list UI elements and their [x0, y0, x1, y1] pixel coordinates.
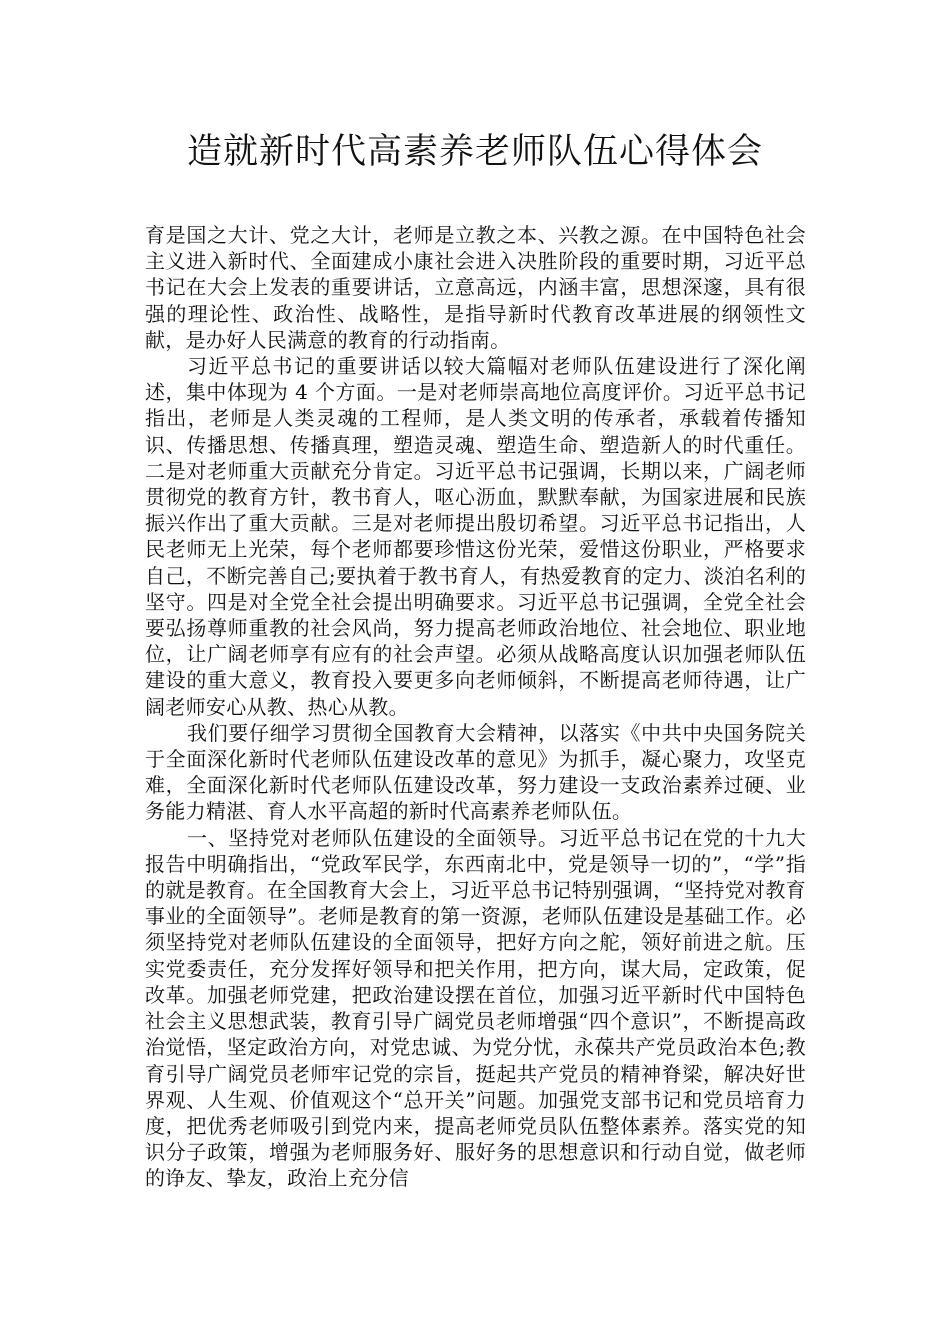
document-body — [145, 222, 806, 1192]
paragraph-2: 习近平总书记的重要讲话以较大篇幅对老师队伍建设进行了深化阐述，集中体现为 4 个方面。一是对老师崇高地位高度评价。习近平总书记指出，老师是人类灵魂的工程师，是人类文明的传承者，承载着传播知识、传播思想、传播真理，塑造灵魂、塑造生命、塑造新人的时代重任。二是对老师重大贡献充分肯定。习近平总书记强调，长期以来，广阔老师贯彻党的教育方针，教书育人，呕心沥血，默默奉献，为国家进展和民族振兴作出了重大贡献。三是对老师提出殷切希望。习近平总书记指出，人民老师无上光荣，每个老师都要珍惜这份光荣，爱惜这份职业，严格要求自己，不断完善自己;要执着于教书育人，有热爱教育的定力、淡泊名利的坚守。四是对全党全社会提出明确要求。习近平总书记强调，全党全社会要弘扬尊师重教的社会风尚，努力提高老师政治地位、社会地位、职业地位，让广阔老师享有应有的社会声望。必须从战略高度认识加强老师队伍建设的重大意义，教育投入要更多向老师倾斜，不断提高老师待遇，让广阔老师安心从教、热心从教。 — [145, 354, 806, 719]
paragraph-3: 我们要仔细学习贯彻全国教育大会精神，以落实《中共中央国务院关于全面深化新时代老师队伍建设改革的意见》为抓手，凝心聚力，攻坚克难，全面深化新时代老师队伍建设改革，努力建设一支政治素养过硬、业务能力精湛、育人水平高超的新时代高素养老师队伍。 — [145, 720, 806, 824]
document-title: 造就新时代高素养老师队伍心得体会 — [186, 132, 763, 172]
paragraph-1: 育是国之大计、党之大计，老师是立教之本、兴教之源。在中国特色社会主义进入新时代、全面建成小康社会进入决胜阶段的重要时期，习近平总书记在大会上发表的重要讲话，立意高远，内涵丰富，思想深邃，具有很强的理论性、政治性、战略性，是指导新时代教育改革进展的纲领性文献，是办好人民满意的教育的行动指南。 — [145, 223, 806, 352]
paragraph-4: 一、坚持党对老师队伍建设的全面领导。习近平总书记在党的十九大报告中明确指出，“党政军民学，东西南北中，党是领导一切的”，“学”指的就是教育。在全国教育大会上，习近平总书记特别强调，“坚持党对教育事业的全面领导”。老师是教育的第一资源，老师队伍建设是基础工作。必须坚持党对老师队伍建设的全面领导，把好方向之舵，领好前进之航。压实党委责任，充分发挥好领导和把关作用，把方向，谋大局，定政策，促改革。加强老师党建，把政治建设摆在首位，加强习近平新时代中国特色社会主义思想武装，教育引导广阔党员老师增强“四个意识”，不断提高政治觉悟，坚定政治方向，对党忠诚、为党分忧，永葆共产党员政治本色;教育引导广阔党员老师牢记党的宗旨，挺起共产党员的精神脊梁，解决好世界观、人生观、价值观这个“总开关”问题。加强党支部书记和党员培育力度，把优秀老师吸引到党内来，提高老师党员队伍整体素养。落实党的知识分子政策，增强为老师服务好、服好务的思想意识和行动自觉，做老师的诤友、挚友，政治上充分信 — [145, 825, 806, 1191]
